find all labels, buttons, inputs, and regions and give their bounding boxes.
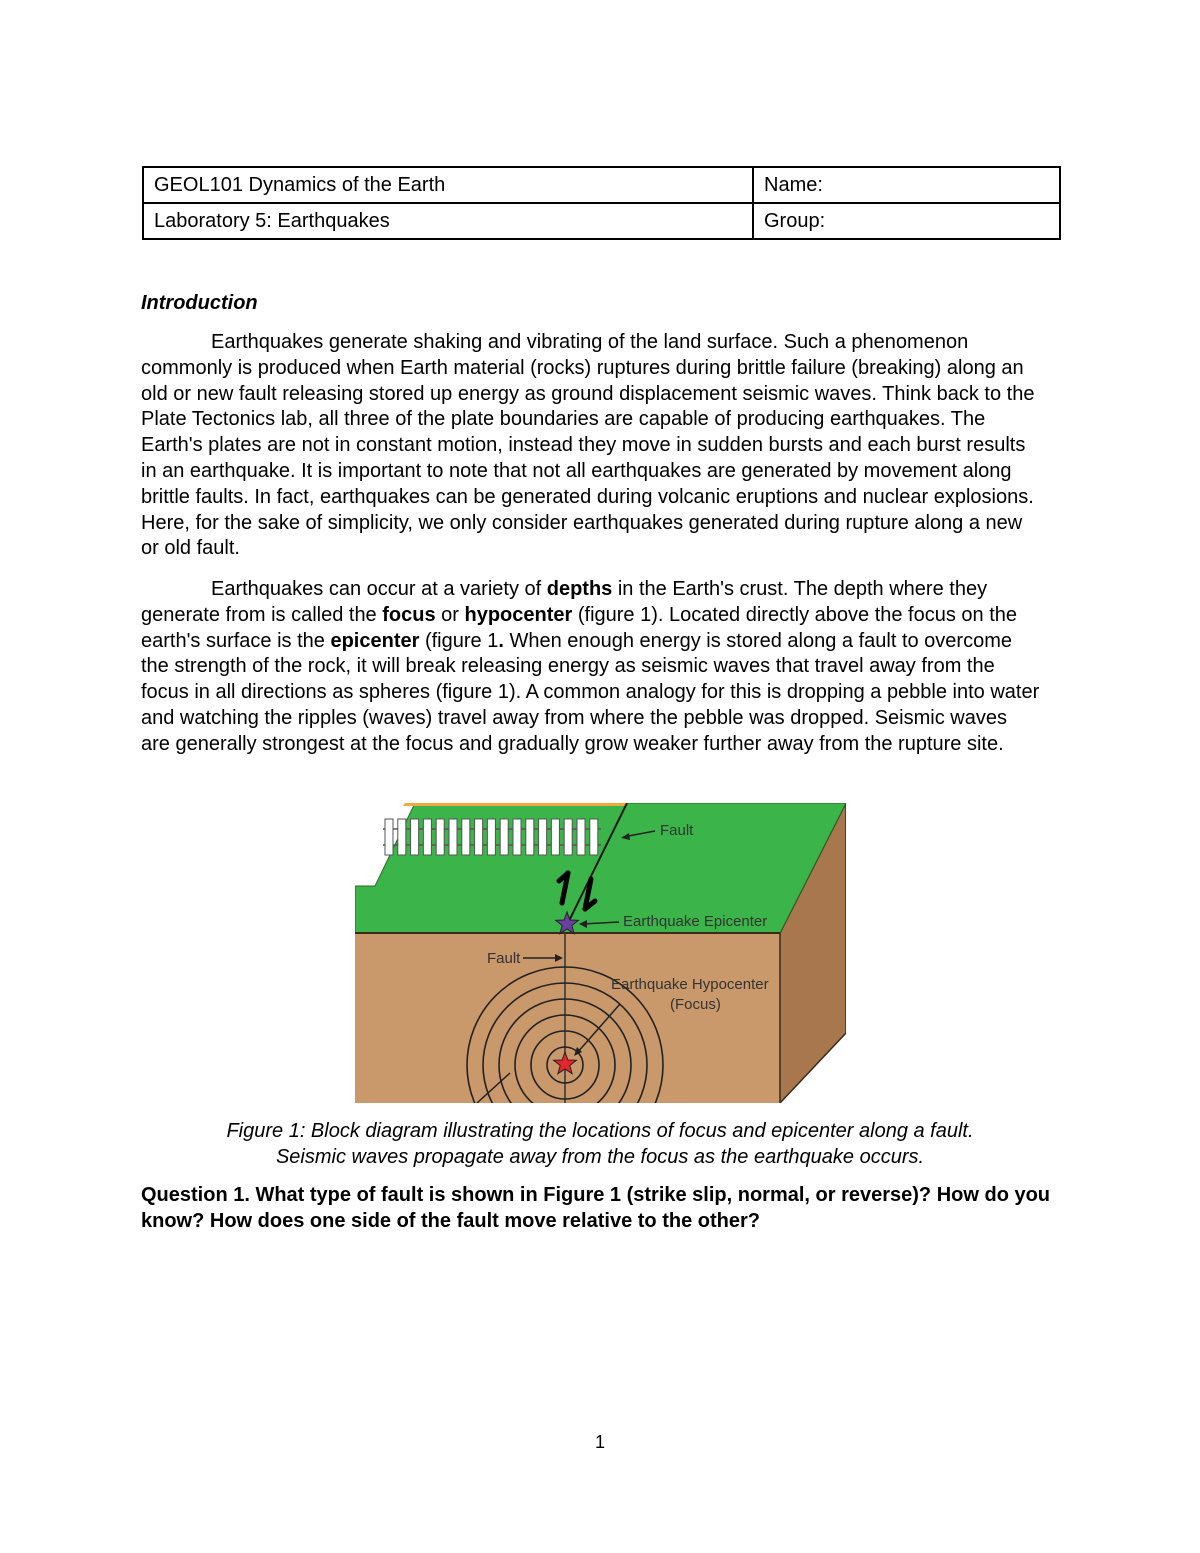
fence-post [487,819,495,855]
fence-post [577,819,585,855]
fence-post [564,819,572,855]
fence-post [526,819,534,855]
caption-line-1: Figure 1: Block diagram illustrating the locations of focus and epicenter along a fault. [226,1120,974,1142]
page-number: 1 [594,1432,605,1452]
p2-text-6: When enough energy is stored along a fault to overcome the strength of the rock, it will break releasing energy as seismic waves that travel away from the focus in all directions as spheres (figure 1). A common analogy for this is dropping a pebble into water and watching the ripples (waves) travel away from where the pebble was dropped. Seismic waves are generally strongest at the focus and gradually grow weaker further away from the rupture site. [141,629,1040,755]
fence-post [398,819,406,855]
caption-line-2: Seismic waves propagate away from the focus as the earthquake occurs. [275,1145,925,1168]
term-hypocenter: hypocenter [464,603,573,626]
group-field[interactable]: Group: [753,203,1060,239]
fence-post [475,819,483,855]
label-fault-side: Fault [487,950,521,967]
fence-post [449,819,457,855]
label-epicenter: Earthquake Epicenter [623,913,768,930]
p2-text-3: or [435,603,465,626]
course-title: GEOL101 Dynamics of the Earth [143,167,753,203]
orange-strip [403,803,627,806]
fence-post [513,819,521,855]
label-hypocenter: Earthquake Hypocenter [611,976,769,993]
figure-caption [141,1119,1059,1170]
fault-block-diagram [355,803,846,1103]
fence-post [590,819,598,855]
p2-text-2: in the Earth's crust. The depth where they generate from is called the [141,578,988,626]
fence-post [423,819,431,855]
soil-front-face [355,933,780,1103]
intro-paragraph-1 [141,330,1041,562]
p2-bold-period: . [498,629,504,652]
name-field[interactable]: Name: [753,167,1060,203]
fence-post [436,819,444,855]
label-fault-top: Fault [660,822,694,839]
label-focus: (Focus) [670,996,721,1013]
p2-text-4: (figure 1). Located directly above the focus on the earth's surface is the [141,603,1018,652]
term-depths: depths [546,578,613,600]
term-focus: focus [382,603,436,626]
fence-post [385,819,393,855]
section-title: Introduction [141,292,258,314]
fence-post [462,819,470,855]
intro-paragraph-1-text: Earthquakes generate shaking and vibrating of the land surface. Such a phenomenon commonly is produced when Earth material (rocks) ruptures during brittle failure (breaking) along an old or new fault releasing stored up energy as ground displacement seismic waves. Think back to the Plate Tectonics lab, all three of the plate boundaries are capable of producing earthquakes. The Earth's plates are not in constant motion, instead they move in sudden bursts and each burst results in an earthquake. It is important to note that not all earthquakes are generated by movement along brittle faults. In fact, earthquakes can be generated during volcanic eruptions and nuclear explosions. Here, for the sake of simplicity, we only consider earthquakes generated during rupture along a new or old fault. [141,331,1035,560]
lab-title: Laboratory 5: Earthquakes [143,203,753,239]
term-epicenter: epicenter [330,629,420,652]
intro-paragraph-2 [141,577,1041,758]
fence-post [411,819,419,855]
question-1: Question 1. What type of fault is shown in Figure 1 (strike slip, normal, or reverse)? How do you know? How does one side of the fault move relative to the other? [141,1184,1051,1232]
p2-text-5: (figure 1 [419,629,499,652]
fence-post [551,819,559,855]
p2-text-1: Earthquakes can occur at a variety of [211,578,547,600]
fence-post [539,819,547,855]
fence-post [500,819,508,855]
header-table [142,166,1061,240]
